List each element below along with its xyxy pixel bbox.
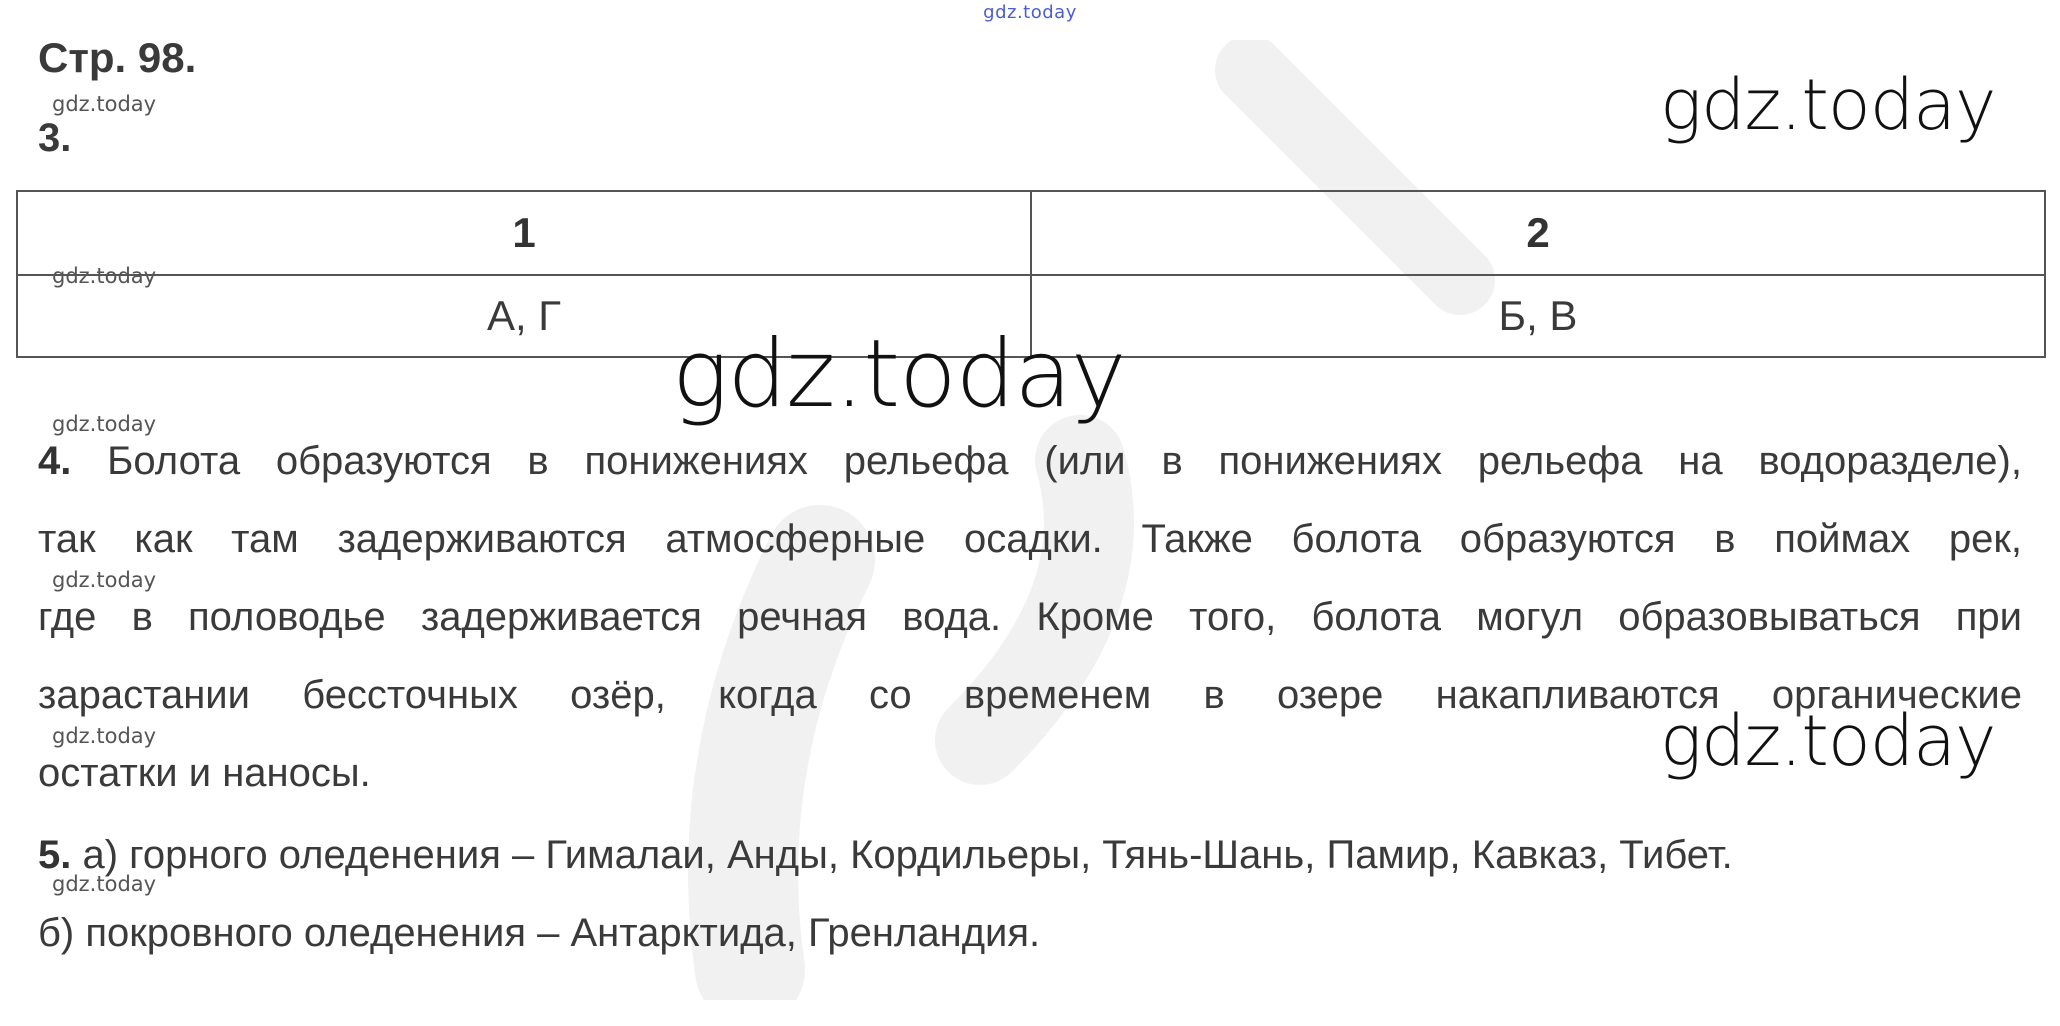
task-5-number: 5. bbox=[38, 833, 72, 877]
watermark-small-2: gdz.today bbox=[52, 264, 157, 288]
page-title: Стр. 98. bbox=[38, 34, 197, 81]
task-4-line: 4. Болота образуются в понижениях рельефа (или в понижениях рельефа на водоразделе), bbox=[38, 439, 2022, 483]
task-4-line: где в половодье задерживается речная вода. Кроме того, болота могул образовываться при bbox=[38, 595, 2022, 639]
task-4-number: 4. bbox=[38, 439, 72, 483]
watermark-small-4: gdz.today bbox=[52, 568, 157, 592]
task-3-number: 3. bbox=[38, 116, 72, 160]
task-5-line-a: 5. а) горного оледенения – Гималаи, Анды, Кордильеры, Тянь-Шань, Памир, Кавказ, Тибет. bbox=[38, 833, 1733, 877]
table-header-cell: 1 bbox=[17, 191, 1031, 275]
table-header-row bbox=[17, 191, 2045, 275]
watermark-top: gdz.today bbox=[983, 2, 1077, 23]
table-cell: Б, В bbox=[1031, 275, 2045, 357]
watermark-small-3: gdz.today bbox=[52, 412, 157, 436]
watermark-large-1: gdz.today bbox=[1660, 64, 1996, 146]
watermark-small-6: gdz.today bbox=[52, 872, 157, 896]
watermark-small-1: gdz.today bbox=[52, 92, 157, 116]
watermark-large-2: gdz.today bbox=[672, 320, 1126, 429]
task-5-paragraph bbox=[38, 816, 2022, 972]
task-4-line: остатки и наносы. bbox=[38, 751, 371, 795]
watermark-small-5: gdz.today bbox=[52, 724, 157, 748]
table-cell: А, Г bbox=[17, 275, 1031, 357]
task-5-line-b: б) покровного оледенения – Антарктида, Гренландия. bbox=[38, 911, 1041, 955]
task-4-line: зарастании бессточных озёр, когда со временем в озере накапливаются органические bbox=[38, 673, 2022, 717]
task-4-line: так как там задерживаются атмосферные осадки. Также болота образуются в поймах рек, bbox=[38, 517, 2022, 561]
watermark-large-3: gdz.today bbox=[1660, 700, 1996, 782]
table-header-cell: 2 bbox=[1031, 191, 2045, 275]
